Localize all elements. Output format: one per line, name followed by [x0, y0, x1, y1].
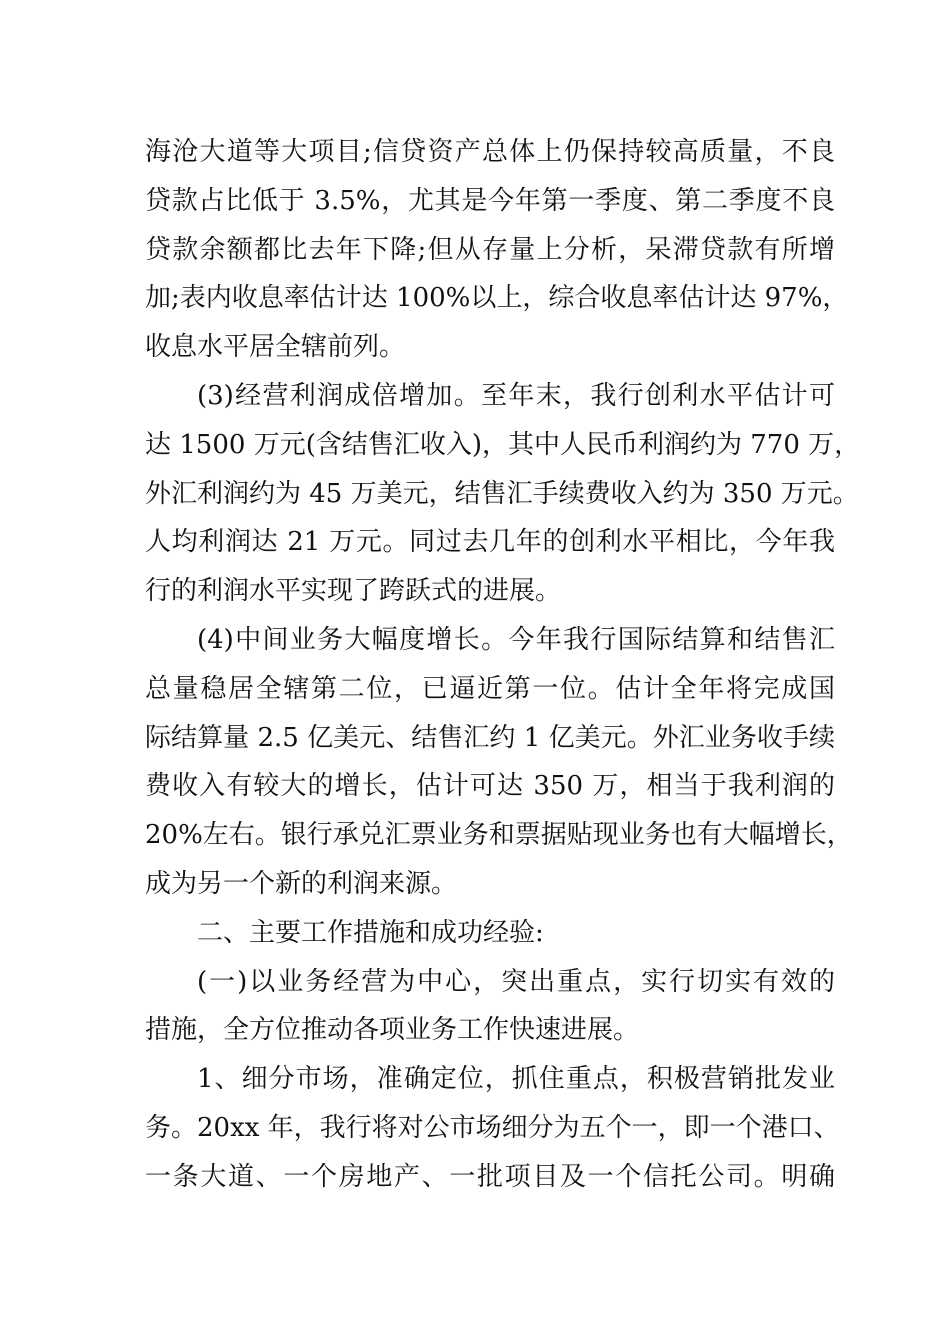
text-line: 措施，全方位推动各项业务工作快速进展。 [145, 1015, 640, 1046]
text-line: 务。20xx 年，我行将对公市场细分为五个一，即一个港口、 [145, 1112, 840, 1143]
text-line: (一)以业务经营为中心，突出重点，实行切实有效的 [197, 966, 835, 997]
text-line: 成为另一个新的利润来源。 [145, 868, 458, 899]
text-line: 总量稳居全辖第二位，已逼近第一位。估计全年将完成国 [145, 673, 835, 704]
text-line: 人均利润达 21 万元。同过去几年的创利水平相比，今年我 [145, 527, 835, 558]
text-line: 一条大道、一个房地产、一批项目及一个信托公司。明确 [145, 1161, 835, 1192]
text-line: 1、细分市场，准确定位，抓住重点，积极营销批发业 [197, 1064, 835, 1095]
text-line: 费收入有较大的增长，估计可达 350 万，相当于我利润的 [145, 771, 835, 802]
text-line: (3)经营利润成倍增加。至年末，我行创利水平估计可 [197, 380, 835, 411]
text-line: 外汇利润约为 45 万美元，结售汇手续费收入约为 350 万元。 [145, 478, 859, 509]
text-line: 贷款余额都比去年下降;但从存量上分析，呆滞贷款有所增 [145, 234, 835, 265]
text-line: 20%左右。银行承兑汇票业务和票据贴现业务也有大幅增长， [145, 820, 853, 851]
text-line: 海沧大道等大项目;信贷资产总体上仍保持较高质量，不良 [145, 137, 835, 167]
text-line: (4)中间业务大幅度增长。今年我行国际结算和结售汇 [197, 624, 835, 655]
text-line: 际结算量 2.5 亿美元、结售汇约 1 亿美元。外汇业务收手续 [145, 722, 835, 753]
text-line: 加;表内收息率估计达 100%以上，综合收息率估计达 97%， [145, 283, 849, 314]
text-line: 达 1500 万元(含结售汇收入)，其中人民币利润约为 770 万， [145, 429, 861, 460]
text-line: 行的利润水平实现了跨跃式的进展。 [145, 576, 562, 607]
text-line: 贷款占比低于 3.5%，尤其是今年第一季度、第二季度不良 [145, 185, 835, 216]
text-line: 收息水平居全辖前列。 [145, 332, 406, 363]
document-page [145, 128, 861, 1202]
text-line: 二、主要工作措施和成功经验: [197, 917, 544, 948]
